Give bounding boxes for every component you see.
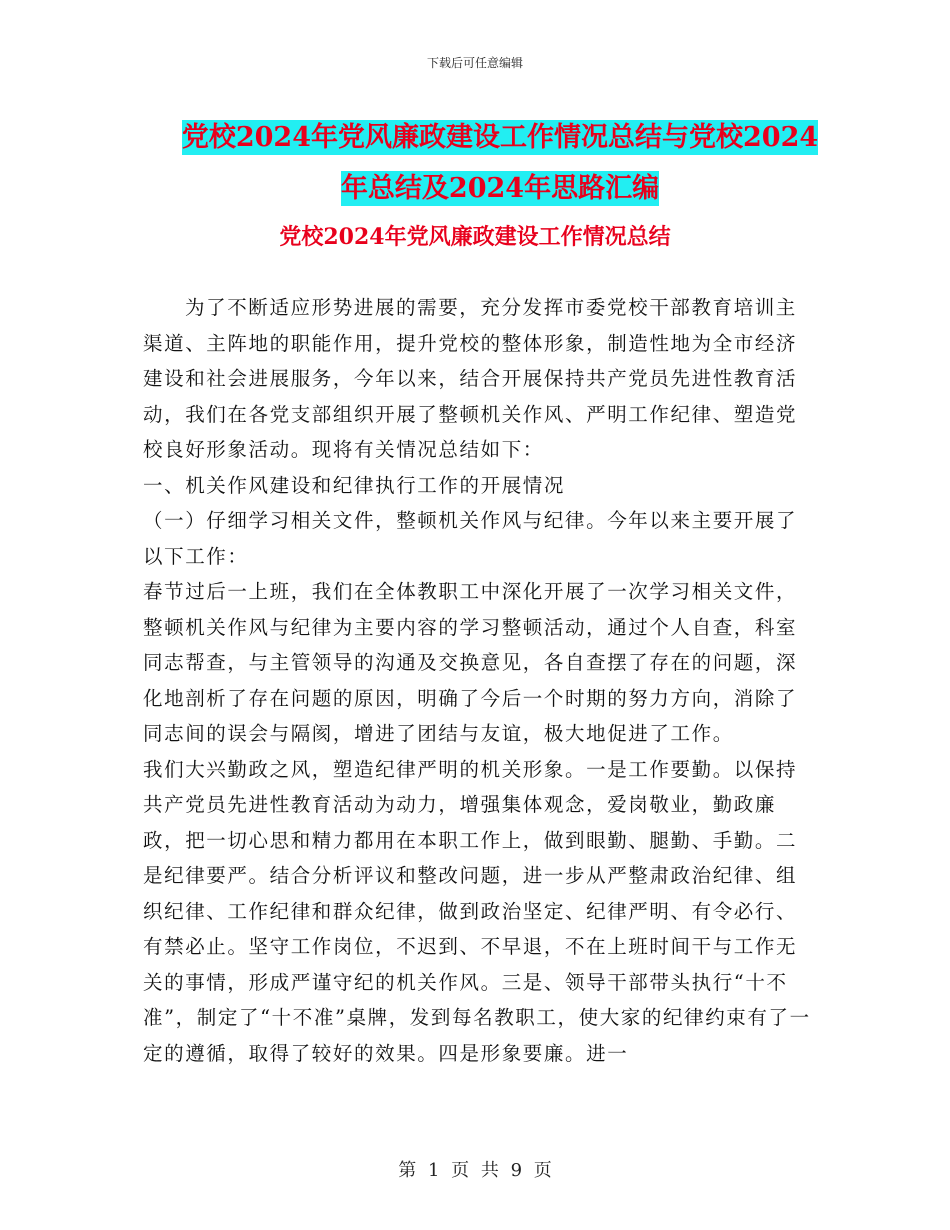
title-line-2: 年总结及2024年思路汇编 <box>340 173 660 204</box>
section-title: 党校2024年党风廉政建设工作情况总结 <box>279 224 671 250</box>
page-footer: 第 1 页 共 9 页 <box>398 1160 552 1181</box>
paragraph-study: 春节过后一上班，我们在全体教职工中深化开展了一次学习相关文件，整顿机关作风与纪律为主要内容的学习整顿活动，通过个人自查，科室同志帮查，与主管领导的沟通及交换意见，各自查摆了存在的问题，深化地剖析了存在问题的原因，明确了今后一个时期的努力方向，消除了同志间的误会与隔阂，增进了团结与友谊，极大地促进了工作。 <box>143 580 798 745</box>
subheading-1: （一）仔细学习相关文件，整顿机关作风与纪律。今年以来主要开展了以下工作： <box>143 509 798 568</box>
title-line-1: 党校2024年党风廉政建设工作情况总结与党校2024 <box>181 122 819 153</box>
header-note: 下载后可任意编辑 <box>426 56 523 70</box>
document-title <box>120 112 880 214</box>
heading-section-1: 一、机关作风建设和纪律执行工作的开展情况 <box>143 473 566 497</box>
paragraph-intro: 为了不断适应形势进展的需要，充分发挥市委党校干部教育培训主渠道、主阵地的职能作用，提升党校的整体形象，制造性地为全市经济建设和社会进展服务，今年以来，结合开展保持共产党员先进性教育活动，我们在各党支部组织开展了整顿机关作风、严明工作纪律、塑造党校良好形象活动。现将有关情况总结如下： <box>143 296 798 461</box>
body-text <box>143 290 813 1071</box>
paragraph-diligence: 我们大兴勤政之风，塑造纪律严明的机关形象。一是工作要勤。以保持共产党员先进性教育活动为动力，增强集体观念，爱岗敬业，勤政廉政，把一切心思和精力都用在本职工作上，做到眼勤、腿勤、手勤。二是纪律要严。结合分析评议和整改问题，进一步从严整肃政治纪律、组织纪律、工作纪律和群众纪律，做到政治坚定、纪律严明、有令必行、有禁必止。坚守工作岗位，不迟到、不早退，不在上班时间干与工作无关的事情，形成严谨守纪的机关作风。三是、领导干部带头执行“十不准”，制定了“十不准”桌牌，发到每名教职工，使大家的纪律约束有了一定的遵循，取得了较好的效果。四是形象要廉。进一 <box>143 757 811 1065</box>
